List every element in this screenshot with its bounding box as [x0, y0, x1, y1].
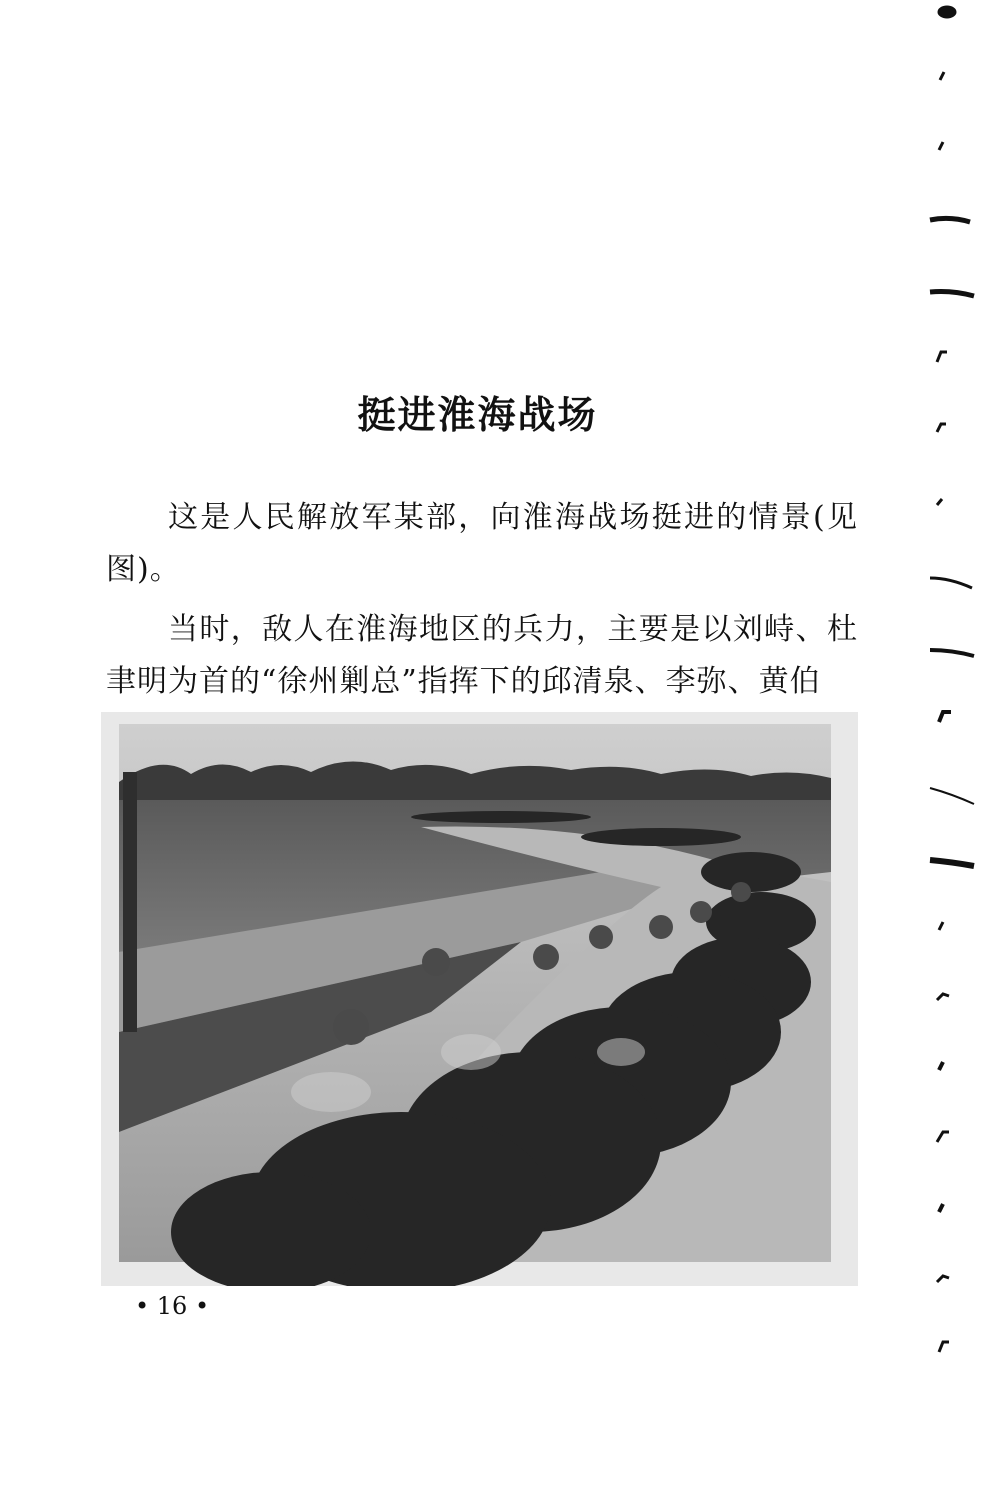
- paragraph-1: 这是人民解放军某部，向淮海战场挺进的情景(见图)。: [106, 500, 858, 587]
- body-text: [106, 492, 858, 716]
- photo-troops-marching: [101, 712, 858, 1286]
- paragraph-2: 当时，敌人在淮海地区的兵力，主要是以刘峙、杜聿明为首的“徐州剿总”指挥下的邱清泉、李弥、黄伯: [106, 612, 858, 699]
- page-title: 挺进淮海战场: [357, 392, 598, 437]
- photo-image: [101, 712, 858, 1286]
- binding-edge-marks: [925, 0, 983, 1495]
- page-number: • 16 •: [135, 1292, 210, 1320]
